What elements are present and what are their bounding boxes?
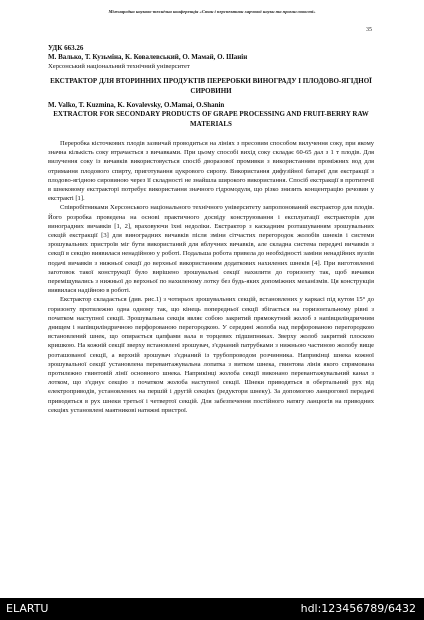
authors-ukrainian: М. Валько, Т. Кузьміна, К. Ковалевський, О. Мамай, О. Шанін (48, 53, 248, 61)
udc-code: УДК 663.26 (48, 44, 84, 52)
handle-identifier: hdl:123456789/6432 (300, 602, 416, 615)
title-english: EXTRACTOR FOR SECONDARY PRODUCTS OF GRAPE PROCESSING AND FRUIT-BERRY RAW MATERIALS (53, 110, 369, 128)
article-body (48, 44, 374, 415)
page-number: 35 (366, 27, 372, 33)
paragraph: Переробка кісточкових плодів зазвичай проводиться на лініях з пресовим способом вилучення соку, при якому значна кількість соку втрачається з вичавками. При цьому способі вихід соку складає 60-65 дал з 1 т плодів. Для вилучення соку із вичавків використовується спосіб дворазової промивки з використанням проміжних вод для отримання плодового спирту, приготування цукрового сиропу. Використання дифузійної батареї для екстракції з плодово-ягідною сировиною через її складності не знайшла широкого використання. Спосіб екстракції в протитечії в шнековому екстракторі потребує використання значного гідромодуля, що різко знизить концентрацію речовин у екстракті [1]. (48, 140, 374, 203)
paragraph: Екстрактор складається (див. рис.1) з чотирьох зрошувальних секцій, встановлених у каркасі під кутом 15° до горизонту протилежно одна одному так, що кінець попередньої секції збігається на горизонтальному рівні з початком наступної секції. Зрошувальна секція являє собою закритий прямокутний жолоб з напівциліндричним днищем і напівциліндричною перфорованою перегородкою. У середині жолоба над перфорованою перегородкою встановлений шнек, що опирається цапфами вала в торцевих підшипниках. Зверху жолоб закритий плоскою кришкою. На кожній секції зверху встановлені зрошувач, з'єднаний патрубками з нижньою частиною жолобу вище розташованої секції, а верхній зрошувач з'єднаний із трубопроводом розчинника. Наприкінці шнека кожної зрошувальної секції установлена перевантажувальна лопатка з витком шнека, гвинтова лінія якого спрямована протилежно гвинтовій лінії основного шнека. Наприкінці жолоба секції виконано перевантажувальний канал з лотком, що з'єднує секцію з початком жолоба наступної секції. Шнеки приводяться в обертальний рух від електроприводів, установлених на першій і другій секціях (редуктори шнеку). За допомогою ланцюгової передачі приводяться в рух шнеки третьої і четвертої секцій. Для забезпечення постійного натягу ланцюгів на приводних секціях установлені маятникові натяжні пристрої. (48, 296, 374, 414)
running-header: Міжнародна науково-технічна конференція «Стан і перспективи харчової науки та промисловості» (108, 9, 316, 14)
affiliation: Херсонський національний технічний університет (48, 63, 190, 70)
title-ukrainian: ЕКСТРАКТОР ДЛЯ ВТОРИННИХ ПРОДУКТІВ ПЕРЕРОБКИ ВИНОГРАДУ І ПЛОДОВО-ЯГІДНОЇ СИРОВИНИ (50, 77, 372, 95)
repository-footer (0, 598, 424, 620)
authors-english: M. Valko, T. Kuzmina, K. Kovalevsky, O.Mamai, O.Shanin (48, 101, 225, 109)
paragraph: Співробітниками Херсонського національного технічного університету запропонований екстрактор для плодів. Його розробка проведена на основі практичного досвіду конструювання і експлуатації екстракторів для виноградних вичавків [1, 2], враховуючи їхні недоліки. Екстрактор з каскадним розташуванням зрошувальних секцій екстракції [3] для виноградних вичавків після зміни сітчастих перегородок жолобів шнеків і системи зрошувальних пристроїв міг бути використаний для яблучних вичавків, але складна система передачі вичавків з секції в секцію виявилася ненадійною у роботі. Подальша робота привела до необхідності заміни ненадійних вузлів подачі вичавків з нижньої секції до верхньої використанням додаткових нахилених шнеків [4]. При виготовленні заготовок такої конструкції було вирішено зрошувальні секції нахилити до горизонту так, щоб вичавки переміщувались з нижньої до верхньої по нахиленому лотку без будь-яких допоміжних механізмів. Ця конструкція виявилася надійною в роботі. (48, 204, 374, 295)
repository-name: ELARTU (6, 602, 49, 615)
